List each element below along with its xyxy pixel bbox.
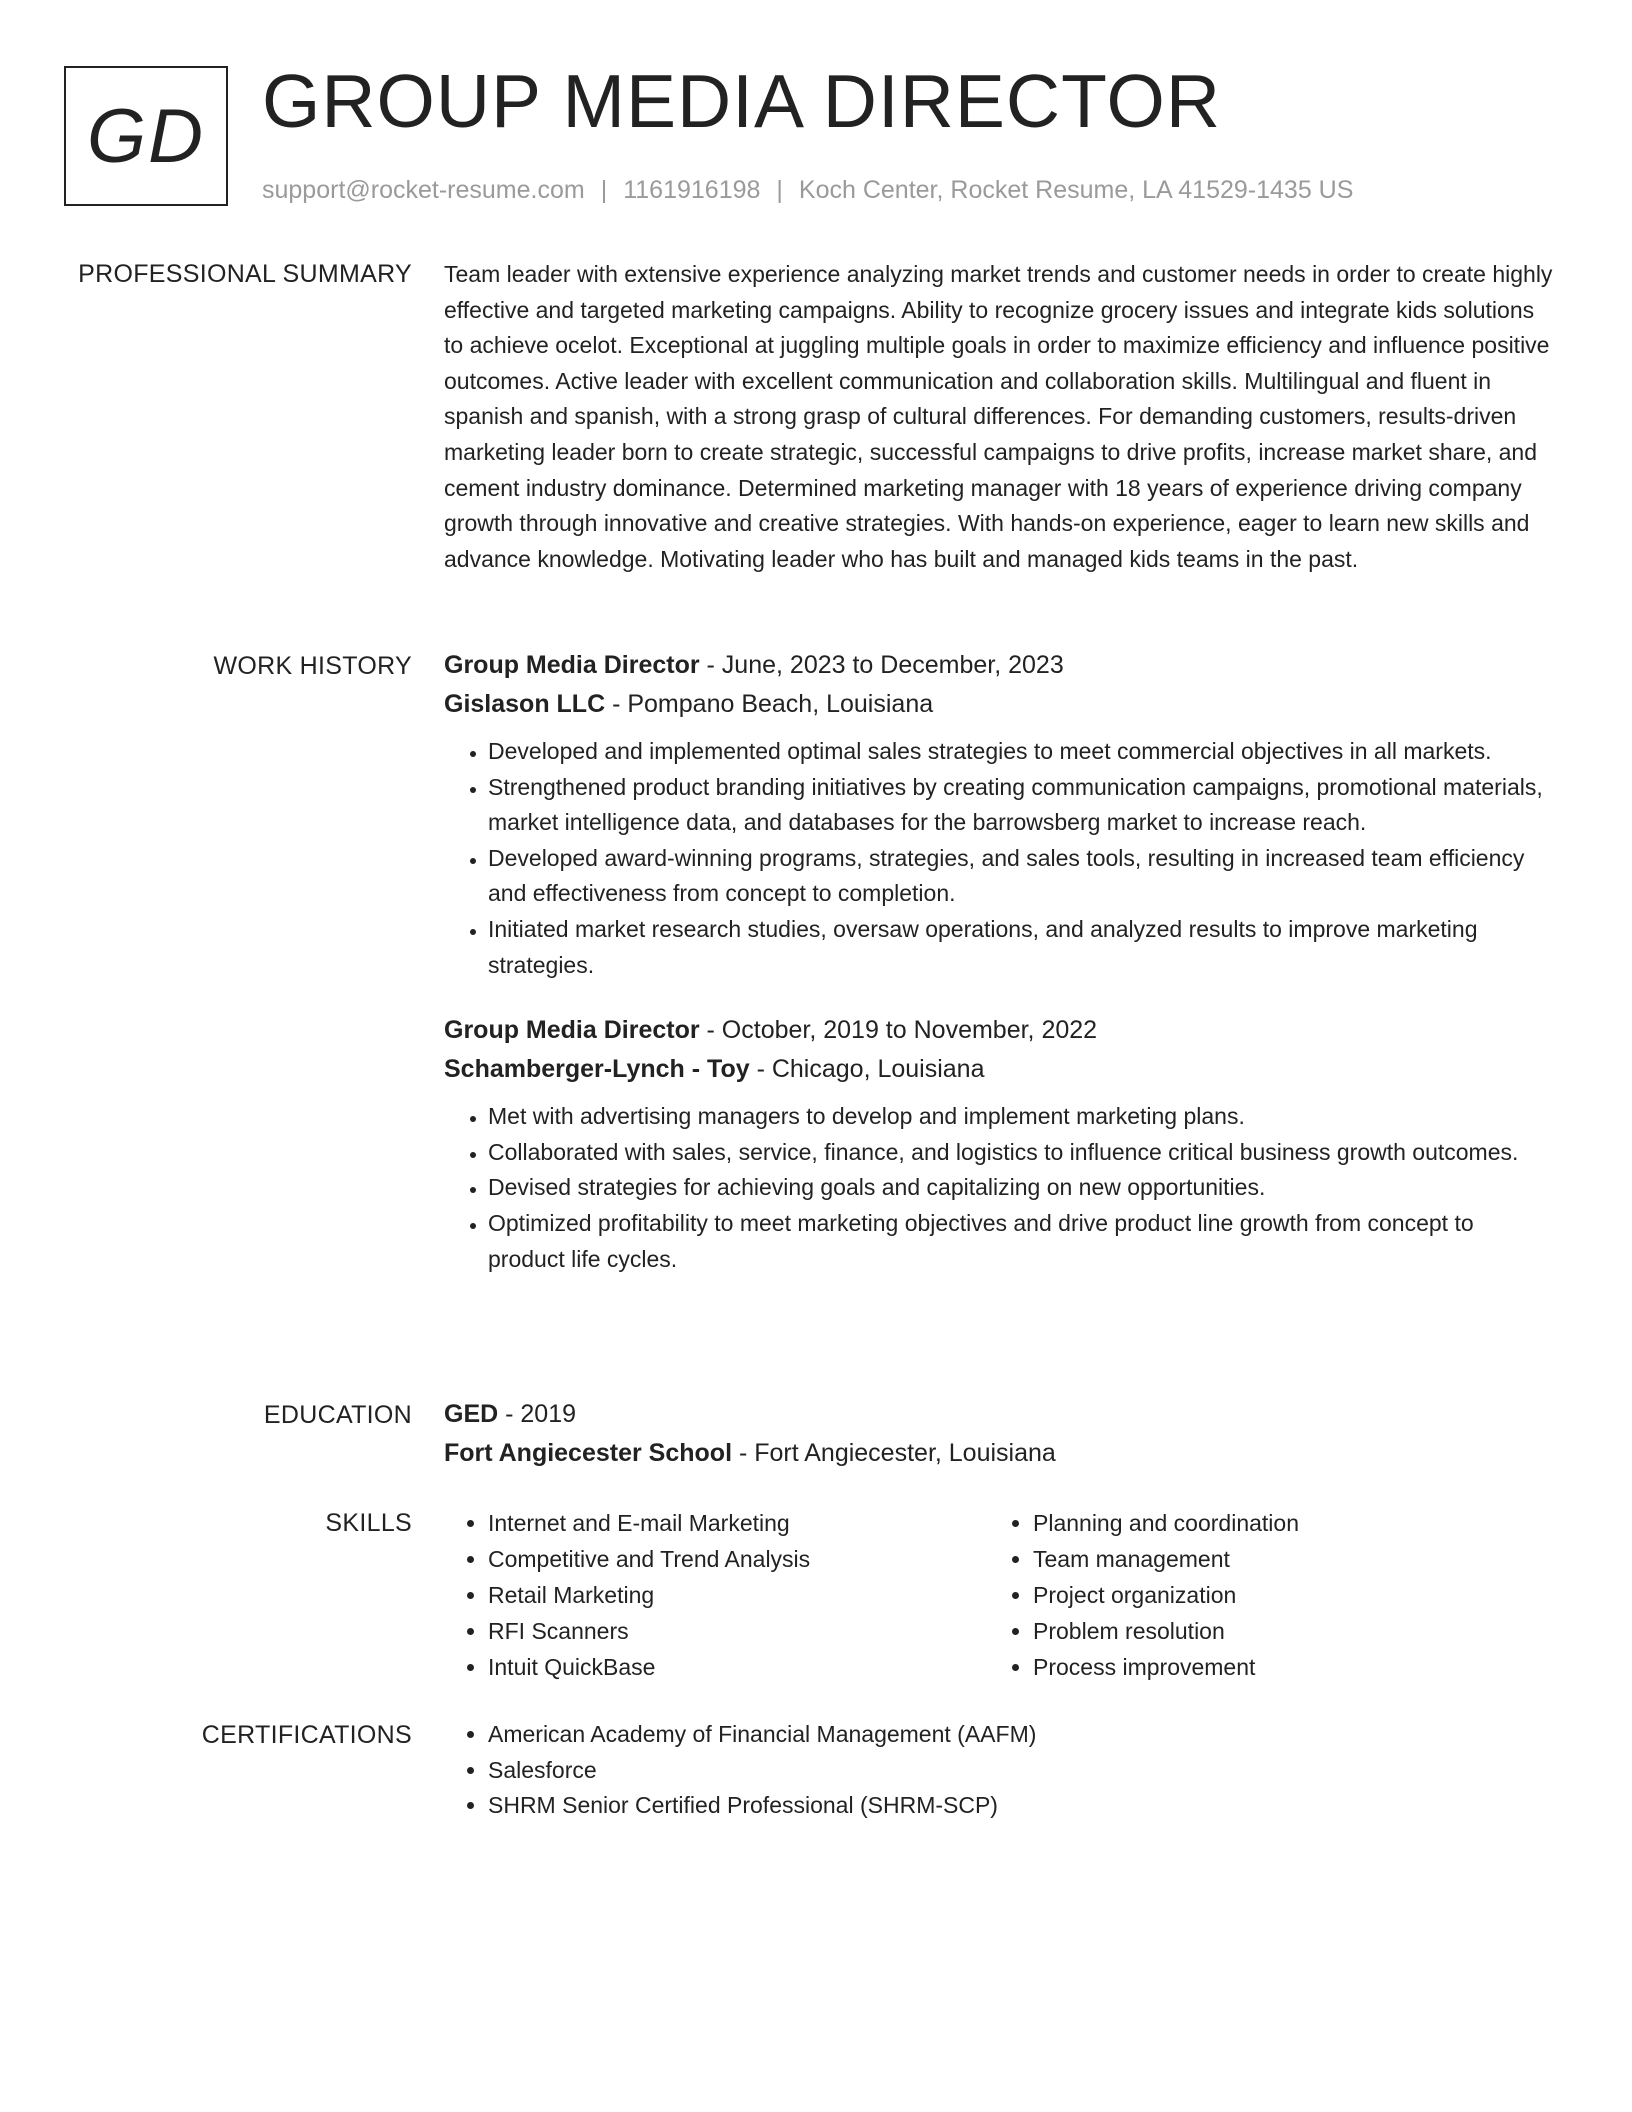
resume-title: GROUP MEDIA DIRECTOR — [262, 59, 1222, 143]
contact-address: Koch Center, Rocket Resume, LA 41529-1435 US — [798, 176, 1354, 204]
contact-separator: | — [776, 176, 783, 204]
job-title-line — [444, 646, 1554, 685]
summary-content — [444, 257, 1554, 577]
education-degree-line — [444, 1395, 1554, 1434]
job-bullet: • Met with advertising managers to develop and implement marketing plans. — [488, 1099, 1554, 1135]
job-bullet: • Devised strategies for achieving goals and capitalizing on new opportunities. — [488, 1170, 1554, 1206]
education-content — [444, 1395, 1554, 1473]
job-title: Group Media Director — [444, 1016, 700, 1045]
skill-item: • Intuit QuickBase — [488, 1649, 989, 1685]
contact-separator: | — [600, 176, 608, 204]
skill-item: • Process improvement — [1033, 1649, 1534, 1685]
job-company: Gislason LLC — [444, 690, 606, 718]
job-company-line — [444, 1050, 1554, 1089]
skill-item: • Planning and coordination — [1033, 1505, 1534, 1541]
section-label-skills: SKILLS — [325, 1509, 412, 1537]
certification-item: • SHRM Senior Certified Professional (SHRM-SCP) — [488, 1788, 1554, 1824]
certification-item: • American Academy of Financial Management (AAFM) — [488, 1717, 1554, 1753]
education-degree: GED — [444, 1400, 499, 1428]
section-label-certifications: CERTIFICATIONS — [201, 1721, 412, 1749]
job-title: Group Media Director — [444, 651, 700, 679]
job-bullet: • Developed and implemented optimal sales strategies to meet commercial objectives in all markets. — [488, 734, 1554, 770]
skills-content — [444, 1505, 1554, 1685]
skill-item: • Project organization — [1033, 1577, 1534, 1613]
summary-text: Team leader with extensive experience analyzing market trends and customer needs in order to create highly effective and targeted marketing campaigns. Ability to recognize grocery issues and integrate kids solutions to achieve ocelot. Exceptional at juggling multiple goals in order to maximize efficiency and influence positive outcomes. Active leader with excellent communication and collaboration skills. Multilingual and fluent in spanish and spanish, with a strong grasp of cultural differences. For demanding customers, results-driven marketing leader born to create strategic, successful campaigns to drive profits, increase market share, and cement industry dominance. Determined marketing manager with 18 years of experience driving company growth through innovative and creative strategies. With hands-on experience, eager to learn new skills and advance knowledge. Motivating leader who has built and managed kids teams in the past. — [444, 261, 1553, 572]
skill-item: • Internet and E-mail Marketing — [488, 1505, 989, 1541]
job-title-line — [444, 1011, 1554, 1050]
section-label-summary: PROFESSIONAL SUMMARY — [78, 260, 412, 288]
job-location: - Chicago, Louisiana — [749, 1055, 985, 1084]
contact-email[interactable]: support@rocket-resume.com — [262, 176, 585, 204]
section-label-work-history: WORK HISTORY — [213, 652, 412, 680]
skill-item: • Retail Marketing — [488, 1577, 989, 1613]
job-bullet: • Developed award-winning programs, strategies, and sales tools, resulting in increased team efficiency and effectiveness from concept to completion. — [488, 841, 1554, 912]
job-bullet: • Collaborated with sales, service, finance, and logistics to influence critical business growth outcomes. — [488, 1135, 1554, 1171]
job-bullet: • Strengthened product branding initiatives by creating communication campaigns, promotional materials, market intelligence data, and databases for the barrowsberg market to increase reach. — [488, 770, 1554, 841]
work-history-content — [444, 646, 1554, 1277]
monogram-logo: GD — [64, 66, 228, 206]
skills-list-right — [989, 1505, 1534, 1685]
education-school-line — [444, 1434, 1554, 1473]
certifications-content — [444, 1717, 1554, 1824]
contact-line — [262, 172, 1353, 208]
job-bullets — [444, 1099, 1554, 1277]
job-bullets — [444, 734, 1554, 983]
job-dates: - June, 2023 to December, 2023 — [699, 651, 1064, 679]
skill-item: • Problem resolution — [1033, 1613, 1534, 1649]
job-entry — [444, 1011, 1554, 1277]
contact-phone[interactable]: 1161916198 — [623, 176, 761, 204]
certifications-list — [444, 1717, 1554, 1824]
job-entry — [444, 646, 1554, 983]
job-bullet: • Optimized profitability to meet marketing objectives and drive product line growth from concept to product life cycles. — [488, 1206, 1554, 1277]
skill-item: • Competitive and Trend Analysis — [488, 1541, 989, 1577]
certification-item: • Salesforce — [488, 1753, 1554, 1789]
skills-list-left — [444, 1505, 989, 1685]
job-company-line — [444, 685, 1554, 724]
job-bullet: • Initiated market research studies, oversaw operations, and analyzed results to improve marketing strategies. — [488, 912, 1554, 983]
education-school: Fort Angiecester School — [444, 1439, 733, 1467]
education-location: - Fort Angiecester, Louisiana — [732, 1439, 1056, 1467]
skill-item: • Team management — [1033, 1541, 1534, 1577]
job-company: Schamberger-Lynch - Toy — [444, 1055, 750, 1084]
job-dates: - October, 2019 to November, 2022 — [699, 1016, 1098, 1045]
skill-item: • RFI Scanners — [488, 1613, 989, 1649]
section-label-education: EDUCATION — [263, 1401, 412, 1429]
job-location: - Pompano Beach, Louisiana — [605, 690, 934, 718]
education-year: - 2019 — [498, 1400, 577, 1428]
